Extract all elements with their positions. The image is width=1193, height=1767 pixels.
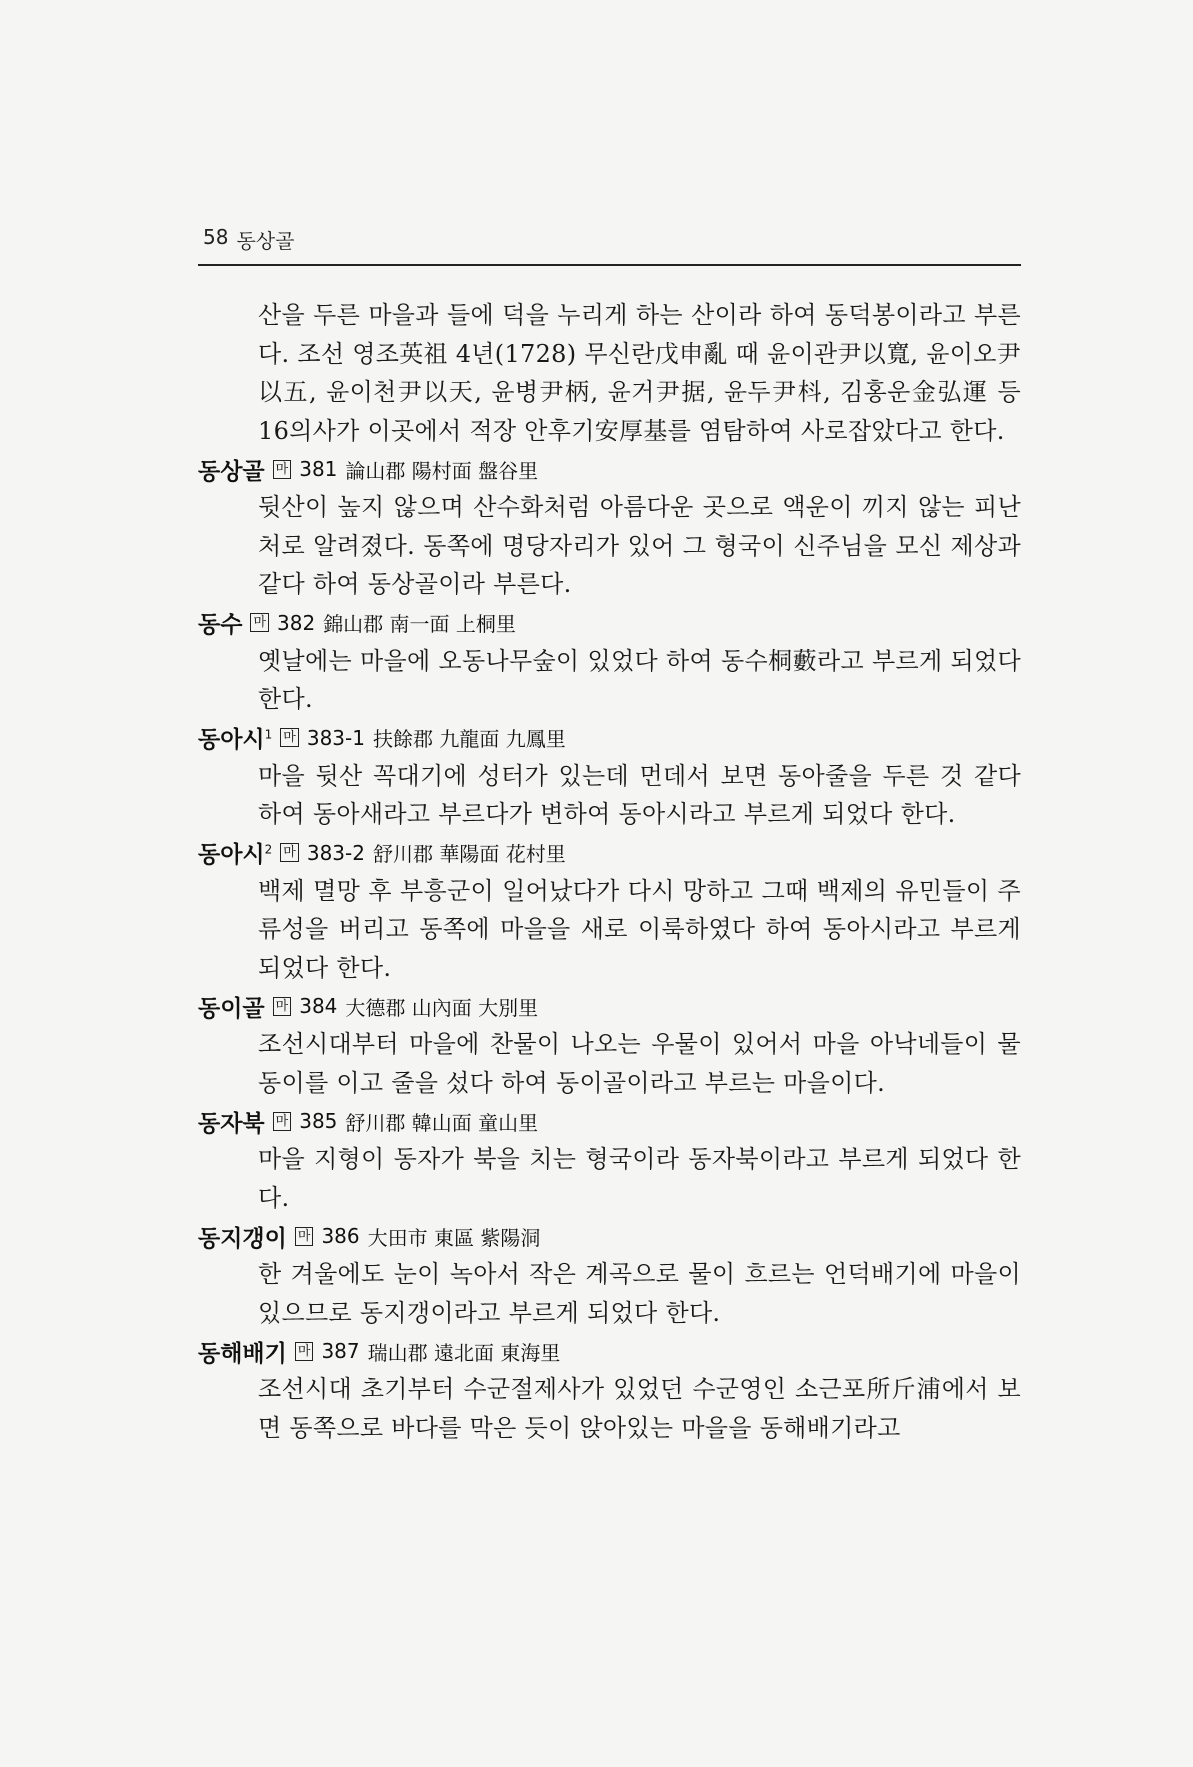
entry-385 bbox=[198, 1102, 1021, 1217]
entry-head bbox=[198, 1217, 1021, 1255]
intro-paragraph: 산을 두른 마을과 들에 덕을 누리게 하는 산이라 하여 동덕봉이라고 부른다. 조선 영조英祖 4년(1728) 무신란戊申亂 때 윤이관尹以寬, 윤이오尹以五, 윤이천尹以天, 윤병尹柄, 윤거尹据, 윤두尹枓, 김홍운金弘運 등 16의사가 이곳에서 적장 안후기安厚基를 염탐하여 사로잡았다고 한다. bbox=[258, 301, 1021, 445]
entry-head bbox=[198, 987, 1021, 1025]
entry-386 bbox=[198, 1217, 1021, 1332]
entry-number: 386 bbox=[321, 1224, 360, 1248]
entry-head bbox=[198, 450, 1021, 488]
entry-head bbox=[198, 719, 1021, 757]
entry-body: 옛날에는 마을에 오동나무숲이 있었다 하여 동수桐藪라고 부르게 되었다 한다. bbox=[258, 646, 1021, 713]
entry-place: 錦山郡 南一面 上桐里 bbox=[323, 612, 516, 636]
entry-place: 扶餘郡 九龍面 九鳳里 bbox=[372, 727, 566, 751]
entry-number: 385 bbox=[299, 1109, 338, 1133]
entry-head bbox=[198, 1332, 1021, 1370]
entry-number: 387 bbox=[321, 1339, 360, 1363]
running-title: 동상골 bbox=[236, 229, 295, 253]
entry-387 bbox=[198, 1332, 1021, 1447]
entry-383-1 bbox=[198, 719, 1021, 834]
entry-title: 동지갱이 bbox=[198, 1225, 287, 1252]
entry-title-text: 동아시 bbox=[198, 842, 265, 868]
village-tag: 마 bbox=[250, 613, 269, 632]
village-tag: 마 bbox=[295, 1342, 314, 1361]
entry-head bbox=[198, 834, 1021, 872]
entry-body: 한 겨울에도 눈이 녹아서 작은 계곡으로 물이 흐르는 언덕배기에 마을이 있으므로 동지갱이라고 부르게 되었다 한다. bbox=[258, 1260, 1021, 1327]
entry-title: 동해배기 bbox=[198, 1340, 287, 1367]
village-tag: 마 bbox=[280, 728, 299, 747]
entry-place: 舒川郡 韓山面 童山里 bbox=[345, 1110, 539, 1135]
entry-body: 조선시대부터 마을에 찬물이 나오는 우물이 있어서 마을 아낙네들이 물동이를 이고 줄을 섰다 하여 동이골이라고 부르는 마을이다. bbox=[258, 1030, 1021, 1097]
entry-place: 論山郡 陽村面 盤谷里 bbox=[345, 458, 539, 483]
entry-title: 동자북 bbox=[198, 1110, 265, 1137]
entry-place: 舒川郡 華陽面 花村里 bbox=[372, 842, 566, 866]
entry-title: 동이골 bbox=[198, 995, 265, 1022]
entry-383-2 bbox=[198, 834, 1021, 988]
text-block bbox=[198, 296, 1021, 1447]
entry-number: 383-1 bbox=[306, 725, 365, 750]
entry-place: 瑞山郡 遠北面 東海里 bbox=[367, 1340, 561, 1365]
entry-title-sup: 1 bbox=[264, 727, 273, 742]
entry-title: 동상골 bbox=[198, 458, 265, 485]
entry-body: 뒷산이 높지 않으며 산수화처럼 아름다운 곳으로 액운이 끼지 않는 피난처로 알려졌다. 동쪽에 명당자리가 있어 그 형국이 신주님을 모신 제상과 같다 하여 동상골이라 부른다. bbox=[258, 493, 1021, 598]
village-tag: 마 bbox=[273, 460, 292, 479]
entry-head bbox=[198, 604, 1021, 642]
village-tag: 마 bbox=[273, 997, 292, 1016]
village-tag: 마 bbox=[273, 1112, 292, 1131]
entry-place: 大田市 東區 紫陽洞 bbox=[367, 1225, 541, 1250]
entry-382 bbox=[198, 604, 1021, 719]
entry-body: 마을 지형이 동자가 북을 치는 형국이라 동자북이라고 부르게 되었다 한다. bbox=[258, 1145, 1021, 1212]
running-head bbox=[203, 225, 294, 254]
entry-body: 조선시대 초기부터 수군절제사가 있었던 수군영인 소근포所斤浦에서 보면 동쪽으로 바다를 막은 듯이 앉아있는 마을을 동해배기라고 bbox=[258, 1375, 1021, 1442]
header-rule bbox=[198, 264, 1021, 266]
entry-body: 마을 뒷산 꼭대기에 성터가 있는데 먼데서 보면 동아줄을 두른 것 같다 하여 동아새라고 부르다가 변하여 동아시라고 부르게 되었다 한다. bbox=[258, 761, 1021, 828]
page-number: 58 bbox=[203, 225, 229, 249]
entry-number: 384 bbox=[299, 994, 338, 1018]
entry-381 bbox=[198, 450, 1021, 604]
entry-title bbox=[198, 721, 272, 754]
entry-title-text: 동아시 bbox=[198, 727, 265, 753]
entry-place: 大德郡 山內面 大別里 bbox=[345, 995, 539, 1020]
entry-title: 동수 bbox=[198, 612, 243, 638]
entry-head bbox=[198, 1102, 1021, 1140]
entry-number: 382 bbox=[277, 610, 316, 635]
entry-body: 백제 멸망 후 부흥군이 일어났다가 다시 망하고 그때 백제의 유민들이 주류성을 버리고 동쪽에 마을을 새로 이룩하였다 하여 동아시라고 부르게 되었다 한다. bbox=[258, 876, 1021, 982]
entry-title-sup: 2 bbox=[264, 842, 273, 857]
entry-384 bbox=[198, 987, 1021, 1102]
entry-title bbox=[198, 836, 272, 869]
entry-number: 383-2 bbox=[306, 840, 365, 865]
village-tag: 마 bbox=[280, 843, 299, 862]
village-tag: 마 bbox=[295, 1227, 314, 1246]
entry-number: 381 bbox=[299, 457, 338, 481]
